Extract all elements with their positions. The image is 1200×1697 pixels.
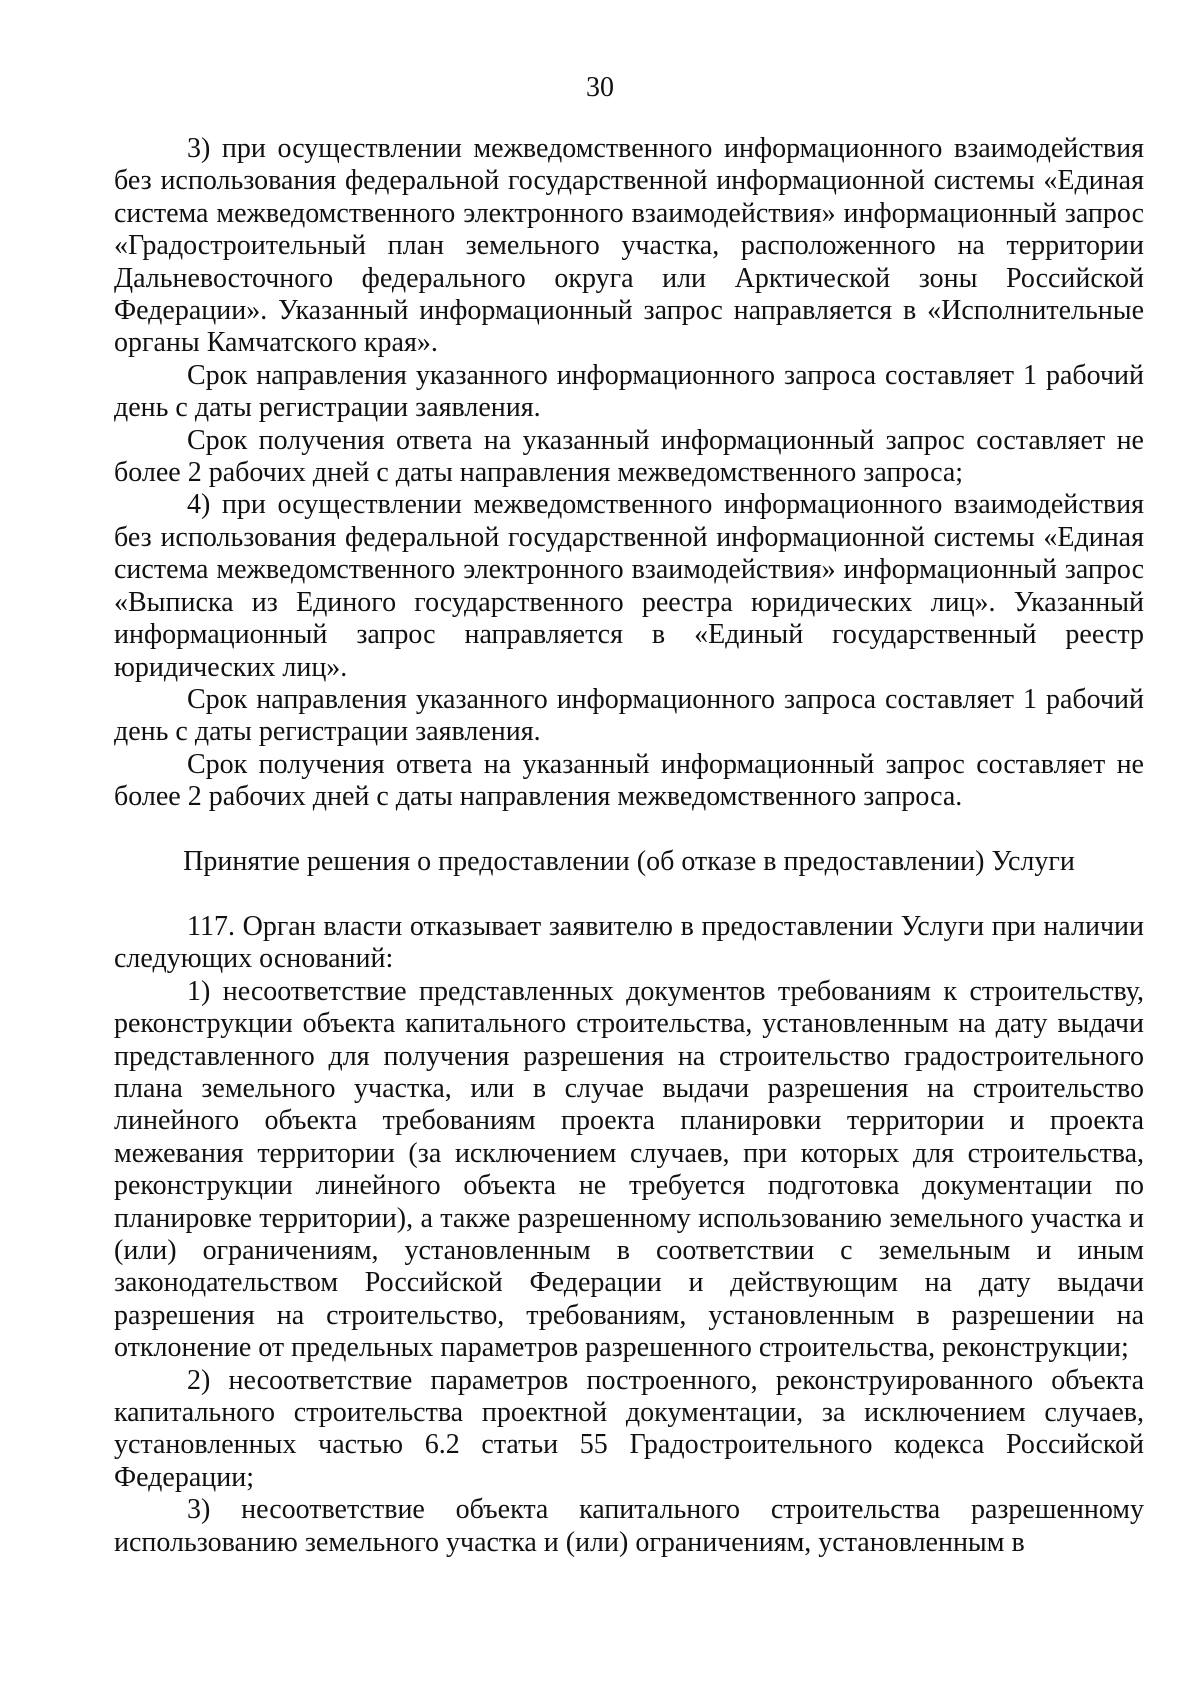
paragraph-ground-1: 1) несоответствие представленных документов требованиям к строительству, реконструкции объекта капитального строительства, установленным на дату выдачи представленного для получения разрешения на строительство градостроительного плана земельного участка, или в случае выдачи разрешения на строительство линейного объекта требованиям проекта планировки территории и проекта межевания территории (за исключением случаев, при которых для строительства, реконструкции линейного объекта не требуется подготовка документации по планировке территории), а также разрешенному использованию земельного участка и (или) ограничениям, установленным в соответствии с земельным и иным законодательством Российской Федерации и действующим на дату выдачи разрешения на строительство, требованиям, установленным в разрешении на отклонение от предельных параметров разрешенного строительства, реконструкции;	[114, 975, 1144, 1364]
page-number: 30	[586, 72, 614, 103]
paragraph-item-3-gradplan-request: 3) при осуществлении межведомственного информационного взаимодействия без использования федеральной государственной информационной системы «Единая система межведомственного электронного взаимодействия» информационный запрос «Градостроительный план земельного участка, расположенного на территории Дальневосточного федерального округа или Арктической зоны Российской Федерации». Указанный информационный запрос направляется в «Исполнительные органы Камчатского края».	[114, 133, 1144, 359]
paragraph-ground-2: 2) несоответствие параметров построенного, реконструированного объекта капитального строительства проектной документации, за исключением случаев, установленных частью 6.2 статьи 55 Градостроительного кодекса Российской Федерации;	[114, 1364, 1144, 1493]
paragraph-item-4-egrul-request: 4) при осуществлении межведомственного информационного взаимодействия без использования федеральной государственной информационной системы «Единая система межведомственного электронного взаимодействия» информационный запрос «Выписка из Единого государственного реестра юридических лиц». Указанный информационный запрос направляется в «Единый государственный реестр юридических лиц».	[114, 489, 1144, 683]
paragraph-117-refusal-grounds: 117. Орган власти отказывает заявителю в предоставлении Услуги при наличии следующих оснований:	[114, 910, 1144, 975]
document-body	[114, 133, 1144, 1559]
paragraph-send-deadline: Срок направления указанного информационного запроса составляет 1 рабочий день с даты регистрации заявления.	[114, 359, 1144, 424]
paragraph-response-deadline: Срок получения ответа на указанный информационный запрос составляет не более 2 рабочих дней с даты направления межведомственного запроса;	[114, 424, 1144, 489]
paragraph-response-deadline: Срок получения ответа на указанный информационный запрос составляет не более 2 рабочих дней с даты направления межведомственного запроса.	[114, 748, 1144, 813]
section-heading: Принятие решения о предоставлении (об отказе в предоставлении) Услуги	[183, 845, 1075, 877]
paragraph-send-deadline: Срок направления указанного информационного запроса составляет 1 рабочий день с даты регистрации заявления.	[114, 683, 1144, 748]
paragraph-ground-3: 3) несоответствие объекта капитального строительства разрешенному использованию земельного участка и (или) ограничениям, установленным в	[114, 1494, 1144, 1558]
